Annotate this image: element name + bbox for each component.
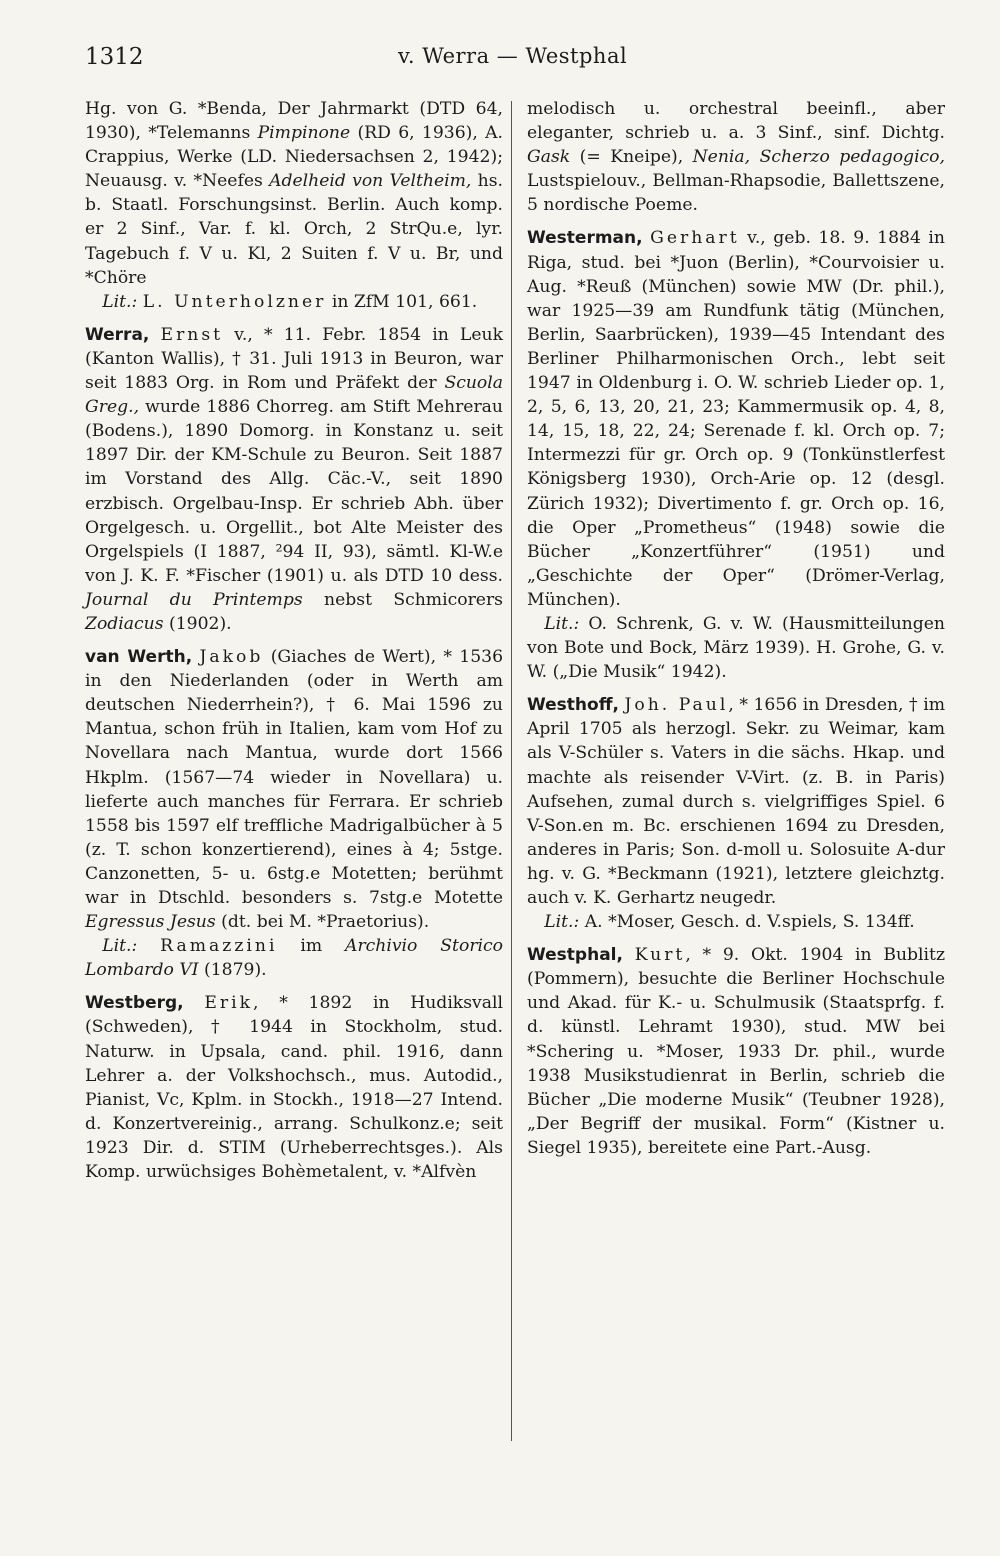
right-column xyxy=(527,97,945,1169)
lit-label: Lit.: xyxy=(544,613,580,634)
running-head: v. Werra — Westphal xyxy=(398,44,628,68)
given-name: Ernst xyxy=(160,324,224,345)
page-number: 1312 xyxy=(85,44,144,70)
headword: Westberg, xyxy=(85,993,184,1014)
lit-text: (1879). xyxy=(198,960,267,981)
headword: van Werth, xyxy=(85,647,193,668)
entry-text: , * 1892 in Hudiksvall (Schweden), † 1944 in Stockholm, stud. Naturw. in Upsala, cand. phil. 1916, dann Lehrer a. der Volkshochsch., mus. Autodid., Pianist, Vc, Kplm. in Stockh., 1918—27 Intend. d. Konzertvereinig., arrang. Schulkonz.e; seit 1923 Dir. d. STIM (Urheberrechtsges.). Als Komp. urwüchsiges Bohèmetalent, v. *Alfvèn xyxy=(85,993,503,1183)
lit-author: Ramazzini xyxy=(160,936,278,957)
lit-text: A. *Moser, Gesch. d. V.spiels, S. 134ff. xyxy=(584,912,915,933)
entry-text: (Giaches de Wert), * 1536 in den Niederlanden (oder in Werth am deutschen Niederrhein?), † 6. Mai 1596 zu Mantua, schon früh in Italien, kam vom Hof zu Novellara nach Mantua, wurde dort 1566 Hkplm. (1567—74 wieder in Novellara) u. lieferte auch manches für Ferrara. Er schrieb 1558 bis 1597 elf treffliche Madrigalbücher à 5 (z. T. schon konzertierend), eines à 4; 5stge. Canzonetten, 5- u. 6stg.e Motetten; berühmt war in Dtschld. besonders s. 7stg.e Motette xyxy=(85,647,504,908)
entry-text: Hg. von G. *Benda, Der Jahrmarkt (DTD 64, 1930), *Telemanns xyxy=(85,99,503,144)
entry-italic: Journal du Printemps xyxy=(85,589,303,610)
column-divider xyxy=(511,101,512,1441)
entry-westberg xyxy=(85,991,503,1184)
entry-text: , * 1656 in Dresden, † im April 1705 als herzogl. Sekr. zu Weimar, kam als V-Schüler s. Vaters in die sächs. Hkap. und machte als reisender V-Virt. (z. B. in Paris) Aufsehen, zumal durch s. vielgriffiges Spiel. 6 V-Son.en m. Bc. erschienen 1694 zu Dresden, anderes in Paris; Son. d-moll u. Solosuite A-dur hg. v. G. *Beckmann (1921), letztere gleichztg. auch v. K. Gerhartz neugedr. xyxy=(527,695,946,908)
entry-text: (dt. bei M. *Praetorius). xyxy=(215,912,430,933)
entry-westberg-continuation xyxy=(527,97,945,217)
lit-text: im xyxy=(277,936,346,957)
entry-text: Lustspielouv., Bellman-Rhapsodie, Ballettszene, 5 nordische Poeme. xyxy=(527,171,945,216)
lit-text: O. Schrenk, G. v. W. (Hausmitteilungen von Bote und Bock, März 1939). H. Grohe, G. v. W. („Die Musik“ 1942). xyxy=(527,613,945,683)
entry-text: (1902). xyxy=(163,613,232,634)
entry-italic: Gask xyxy=(527,147,571,168)
entry-benda-continuation xyxy=(85,97,503,290)
entry-italic: Adelheid von Veltheim, xyxy=(269,171,472,192)
entry-werth xyxy=(85,645,503,934)
given-name: Kurt xyxy=(634,945,686,966)
entry-text: wurde 1886 Chorreg. am Stift Mehrerau (Bodens.), 1890 Domorg. in Konstanz u. seit 1897 Dir. der KM-Schule zu Beuron. Seit 1887 im Vorstand des Allg. Cäc.-V., seit 1890 erzbisch. Orgelbau-Insp. Er schrieb Abh. über Orgelgesch. u. Orgellit., bot Alte Meister des Orgelspiels (I 1887, ²94 II, 93), sämtl. Kl-W.e von J. K. F. *Fischer (1901) u. als DTD 10 dess. xyxy=(85,397,503,586)
lit-text: in ZfM 101, 661. xyxy=(326,291,478,312)
entry-italic: Zodiacus xyxy=(85,613,164,634)
entry-text: melodisch u. orchestral beeinfl., aber eleganter, schrieb u. a. 3 Sinf., sinf. Dichtg. xyxy=(527,99,945,144)
entry-westerman xyxy=(527,226,945,612)
entry-westhoff xyxy=(527,693,945,910)
literature-note xyxy=(85,934,503,982)
given-name: Joh. Paul xyxy=(624,695,729,716)
entry-italic: Pimpinone xyxy=(257,123,351,144)
given-name: Gerhart xyxy=(650,228,740,249)
entry-text: nebst Schmicorers xyxy=(302,589,503,610)
entry-text: (= Kneipe), xyxy=(570,147,693,168)
literature-note xyxy=(85,290,503,314)
entry-text: v., geb. 18. 9. 1884 in Riga, stud. bei *Juon (Berlin), *Courvoisier u. Aug. *Reuß (München) sowie MW (Dr. phil.), war 1925—39 am Rundfunk tätig (München, Berlin, Saarbrücken), 1939—45 Intendant des Berliner Philharmonischen Orch., lebt seit 1947 in Oldenburg i. O. W. schrieb Lieder op. 1, 2, 5, 6, 13, 20, 21, 23; Kammermusik op. 4, 8, 14, 15, 18, 22, 24; Serenade f. kl. Orch op. 7; Intermezzi für gr. Orch op. 9 (Tonkünstlerfest Königsberg 1930), Orch-Arie op. 12 (desgl. Zürich 1932); Divertimento f. gr. Orch op. 16, die Oper „Prometheus“ (1948) sowie die Bücher „Konzertführer“ (1951) und „Geschichte der Oper“ (Drömer-Verlag, München). xyxy=(527,228,945,610)
given-name: Jakob xyxy=(199,647,264,668)
lit-author: L. Unterholzner xyxy=(142,291,327,312)
entry-werra xyxy=(85,323,503,636)
headword: Westhoff, xyxy=(527,695,619,716)
headword: Werra, xyxy=(85,324,150,345)
headword: Westerman, xyxy=(527,228,643,249)
entry-italic: Egressus Jesus xyxy=(85,912,216,933)
lit-label: Lit.: xyxy=(102,291,138,312)
lit-label: Lit.: xyxy=(544,912,580,933)
entry-text: (RD 6, 1936), A. Crappius, Werke (LD. Niedersachsen 2, 1942); Neuausg. v. *Neefes xyxy=(85,123,504,192)
literature-note xyxy=(527,612,945,684)
entry-text: , * 9. Okt. 1904 in Bublitz (Pommern), besuchte die Berliner Hochschule und Akad. für K.- u. Schulmusik (Staatsprfg. f. d. künstl. Lehramt 1930), stud. MW bei *Schering u. *Moser, 1933 Dr. phil., wurde 1938 Musikstudienrat in Berlin, schrieb die Bücher „Die moderne Musik“ (Teubner 1928), „Der Begriff der musikal. Form“ (Kistner u. Siegel 1935), bereitete eine Part.-Ausg. xyxy=(527,945,946,1158)
left-column xyxy=(85,97,503,1193)
literature-note xyxy=(527,910,945,934)
entry-westphal xyxy=(527,943,945,1160)
given-name: Erik xyxy=(204,993,254,1014)
entry-text: hs. b. Staatl. Forschungsinst. Berlin. Auch komp. er 2 Sinf., Var. f. kl. Orch, 2 StrQu.e, lyr. Tagebuch f. V u. Kl, 2 Suiten f. V u. Br, und *Chöre xyxy=(85,171,503,288)
entry-text: v., * 11. Febr. 1854 in Leuk (Kanton Wallis), † 31. Juli 1913 in Beuron, war seit 1883 Org. in Rom und Präfekt der xyxy=(85,324,503,394)
lit-label: Lit.: xyxy=(102,936,138,957)
lit-italic: Archivio Storico Lombardo VI xyxy=(85,936,504,981)
entry-italic: Nenia, Scherzo pedagogico, xyxy=(692,147,945,168)
entry-italic: Scuola Greg., xyxy=(85,373,503,418)
headword: Westphal, xyxy=(527,945,623,966)
